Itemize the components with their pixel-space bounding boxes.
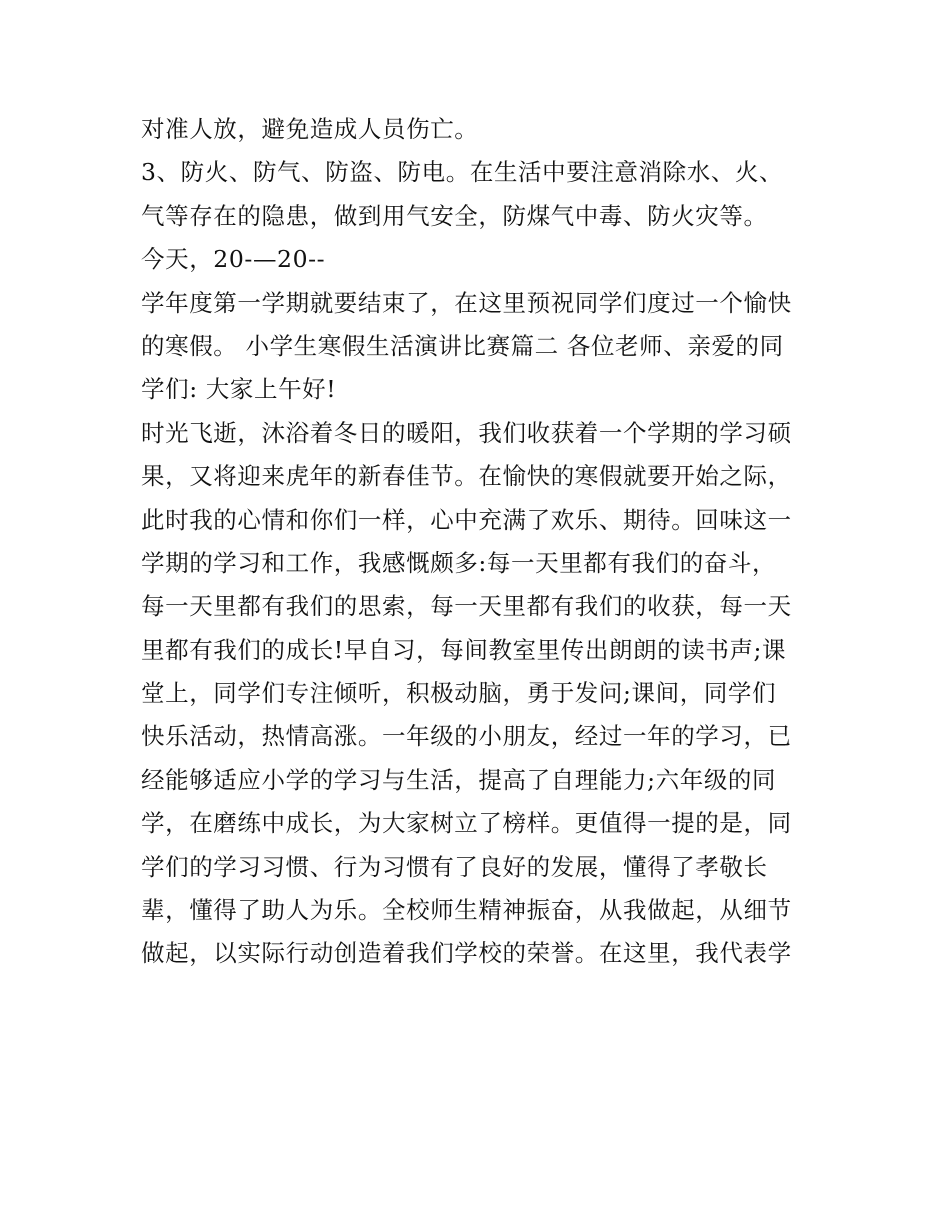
- text-line: 学们: 大家上午好!: [141, 375, 337, 404]
- text-line: 对准人放，避免造成人员伤亡。: [141, 115, 479, 143]
- text-line: 3、防火、防气、防盗、防电。在生活中要注意消除水、火、: [141, 158, 784, 187]
- text-line: 今天，20-—20--: [141, 245, 326, 274]
- text-line: 果，又将迎来虎年的新春佳节。在愉快的寒假就要开始之际，: [141, 462, 792, 491]
- text-line: 此时我的心情和你们一样，心中充满了欢乐、期待。回味这一: [141, 505, 792, 534]
- text-line: 经能够适应小学的学习与生活，提高了自理能力;六年级的同: [141, 765, 777, 794]
- text-line: 学年度第一学期就要结束了，在这里预祝同学们度过一个愉快: [141, 288, 792, 317]
- text-line: 快乐活动，热情高涨。一年级的小朋友，经过一年的学习，已: [141, 722, 792, 751]
- text-line: 气等存在的隐患，做到用气安全，防煤气中毒、防火灾等。: [141, 201, 768, 230]
- text-line: 做起，以实际行动创造着我们学校的荣誉。在这里，我代表学: [141, 939, 792, 968]
- text-line: 学，在磨练中成长，为大家树立了榜样。更值得一提的是，同: [141, 809, 792, 838]
- text-line: 学们的学习习惯、行为习惯有了良好的发展，懂得了孝敬长: [141, 852, 768, 881]
- text-line: 学期的学习和工作，我感慨颇多:每一天里都有我们的奋斗，: [141, 548, 777, 577]
- text-line: 辈，懂得了助人为乐。全校师生精神振奋，从我做起，从细节: [141, 896, 792, 925]
- text-line: 堂上，同学们专注倾听，积极动脑，勇于发问;课间，同学们: [141, 679, 777, 708]
- text-line: 里都有我们的成长!早自习，每间教室里传出朗朗的读书声;课: [141, 635, 787, 664]
- document-body: [141, 108, 821, 976]
- text-line: 的寒假。 小学生寒假生活演讲比赛篇二 各位老师、亲爱的同: [141, 331, 784, 360]
- text-line: 时光飞逝，沐浴着冬日的暖阳，我们收获着一个学期的学习硕: [141, 418, 792, 447]
- text-line: 每一天里都有我们的思索，每一天里都有我们的收获，每一天: [141, 592, 792, 621]
